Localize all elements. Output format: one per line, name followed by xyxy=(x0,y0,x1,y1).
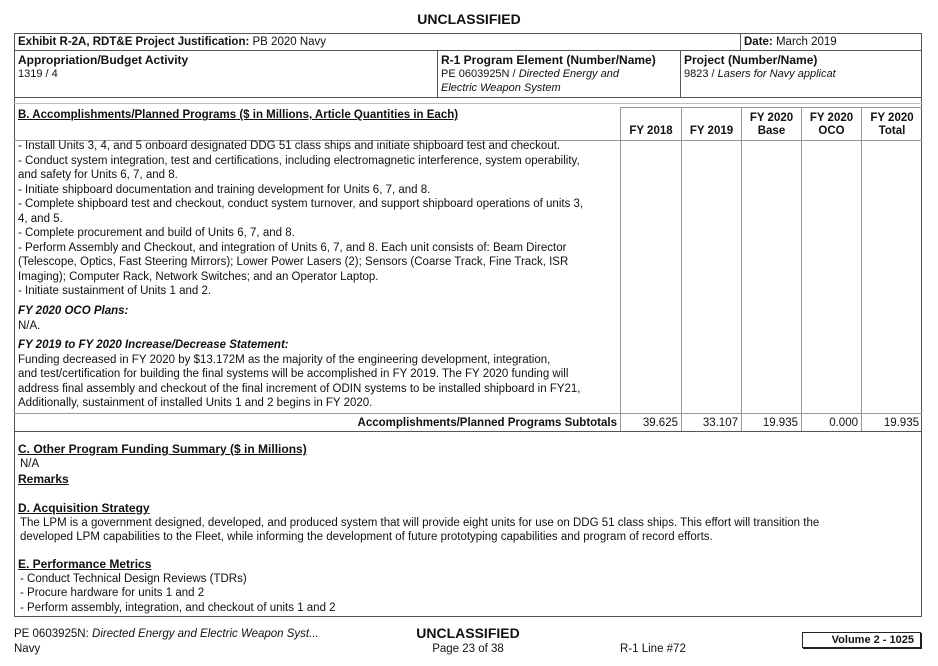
date-label: Date: xyxy=(744,36,773,48)
section-c xyxy=(18,442,307,487)
divider xyxy=(14,103,922,104)
appropriation-value: 1319 / 4 xyxy=(18,68,58,80)
section-c-title: C. Other Program Funding Summary ($ in Millions) xyxy=(18,442,307,456)
divider xyxy=(680,50,681,97)
statement-line: Funding decreased in FY 2020 by $13.172M as the majority of the engineering development, integration, xyxy=(18,353,551,366)
r1-line: R-1 Line #72 xyxy=(620,643,686,655)
date-value: March 2019 xyxy=(775,36,837,48)
increase-decrease-title: FY 2019 to FY 2020 Increase/Decrease Statement: xyxy=(18,339,289,351)
footer-service: Navy xyxy=(14,643,41,655)
accomplishment-line: - Initiate shipboard documentation and training development for Units 6, 7, and 8. xyxy=(18,183,431,196)
section-d xyxy=(18,501,918,545)
classification-banner-top: UNCLASSIFIED xyxy=(417,11,521,27)
accomplishments-text xyxy=(18,139,618,299)
subtotal-label: Accomplishments/Planned Programs Subtotals xyxy=(357,417,617,429)
divider xyxy=(14,413,922,414)
exhibit-title xyxy=(18,35,326,50)
accomplishment-line: - Perform Assembly and Checkout, and integration of Units 6, 7, and 8. Each unit consists of: Beam Director xyxy=(18,241,567,254)
divider xyxy=(620,107,621,431)
footer-left xyxy=(14,627,319,657)
accomplishment-line: - Initiate sustainment of Units 1 and 2. xyxy=(18,285,212,297)
column-header-fy2019: FY 2019 xyxy=(689,125,734,137)
appropriation-cell xyxy=(18,53,188,81)
section-b-title: B. Accomplishments/Planned Programs ($ in Millions, Article Quantities in Each) xyxy=(18,109,459,121)
section-c-value: N/A xyxy=(20,458,40,470)
section-e-title: E. Performance Metrics xyxy=(18,557,152,571)
oco-plans-text: N/A. xyxy=(18,319,41,332)
subtotal-fy2018: 39.625 xyxy=(642,417,678,429)
accomplishment-line: - Conduct system integration, test and certifications, including electromagnetic interference, system operability, xyxy=(18,154,580,167)
exhibit-label: Exhibit R-2A, RDT&E Project Justification: xyxy=(18,36,250,48)
classification-banner-bottom: UNCLASSIFIED xyxy=(416,625,520,641)
project-name: Lasers for Navy applicat xyxy=(717,68,836,80)
divider xyxy=(681,107,682,431)
exhibit-date xyxy=(744,35,837,50)
oco-plans xyxy=(18,304,618,333)
project-label: Project (Number/Name) xyxy=(684,53,818,67)
divider xyxy=(14,97,922,98)
metric-item: - Perform assembly, integration, and checkout of units 1 and 2 xyxy=(20,601,336,614)
divider xyxy=(14,50,922,51)
statement-line: address final assembly and checkout of the final increment of ODIN systems to be installed shipboard in FY21, xyxy=(18,382,581,395)
page-number: Page 23 of 38 xyxy=(432,643,504,655)
project-number: 9823 / xyxy=(684,68,715,80)
appropriation-label: Appropriation/Budget Activity xyxy=(18,53,189,67)
accomplishment-line: - Complete procurement and build of Units 6, 7, and 8. xyxy=(18,227,295,239)
divider xyxy=(801,107,802,431)
program-element-name: Directed Energy and xyxy=(518,68,619,80)
statement-line: Additionally, sustainment of installed Units 1 and 2 begins in FY 2020. xyxy=(18,397,373,409)
exhibit-value: PB 2020 Navy xyxy=(252,36,327,48)
statement-line: and test/certification for building the final systems will be accomplished in FY 2019. The FY 2020 funding will xyxy=(18,368,569,380)
subtotal-fy2019: 33.107 xyxy=(702,417,738,429)
program-element-label: R-1 Program Element (Number/Name) xyxy=(441,53,656,67)
accomplishment-line: Imaging); Computer Rack, Network Switches; and an Operator Laptop. xyxy=(18,270,379,283)
remarks-label: Remarks xyxy=(18,472,69,486)
metric-item: - Procure hardware for units 1 and 2 xyxy=(20,587,205,599)
increase-decrease-statement xyxy=(18,338,618,411)
metric-item: - Conduct Technical Design Reviews (TDRs) xyxy=(20,572,247,585)
footer-center xyxy=(368,625,568,657)
volume-box: Volume 2 - 1025 xyxy=(802,632,921,648)
subtotal-fy2020-base: 19.935 xyxy=(762,417,798,429)
footer-pe-name: Directed Energy and Electric Weapon Syst... xyxy=(92,628,319,640)
program-element-name-cont: Electric Weapon System xyxy=(441,82,561,94)
divider xyxy=(14,431,922,432)
accomplishment-line: - Install Units 3, 4, and 5 onboard designated DDG 51 class ships and initiate shipboard test and checkout. xyxy=(18,140,561,152)
section-d-title: D. Acquisition Strategy xyxy=(18,501,150,515)
column-header-fy2020-oco: FY 2020 OCO xyxy=(809,112,854,137)
accomplishment-line: and safety for Units 6, 7, and 8. xyxy=(18,169,178,181)
accomplishment-line: 4, and 5. xyxy=(18,212,63,225)
program-element-cell xyxy=(441,53,656,95)
subtotal-fy2020-oco: 0.000 xyxy=(829,417,858,429)
program-element-number: PE 0603925N / xyxy=(441,68,516,80)
accomplishment-line: - Complete shipboard test and checkout, conduct system turnover, and support shipboard operations of units 3, xyxy=(18,198,584,210)
acquisition-line: developed LPM capabilities to the Fleet, while informing the development of future prototyping capabilities and program of record efforts. xyxy=(20,531,713,543)
divider xyxy=(437,50,438,97)
column-header-fy2018: FY 2018 xyxy=(629,125,673,137)
acquisition-line: The LPM is a government designed, developed, and produced system that will provide eight units for use on DDG 51 class ships. This effort will transition the xyxy=(20,516,820,529)
subtotal-fy2020-total: 19.935 xyxy=(883,417,919,429)
divider xyxy=(740,33,741,50)
oco-plans-title: FY 2020 OCO Plans: xyxy=(18,305,129,317)
column-header-fy2020-base: FY 2020 Base xyxy=(749,112,794,137)
project-cell xyxy=(684,53,836,81)
footer-pe-number: PE 0603925N: xyxy=(14,628,89,640)
divider xyxy=(861,107,862,431)
column-header-fy2020-total: FY 2020 Total xyxy=(870,112,914,137)
section-e xyxy=(18,557,336,615)
divider xyxy=(741,107,742,431)
accomplishment-line: (Telescope, Optics, Fast Steering Mirrors); Lower Power Lasers (2); Sensors (Coarse Track, Fine Track, ISR xyxy=(18,256,569,268)
